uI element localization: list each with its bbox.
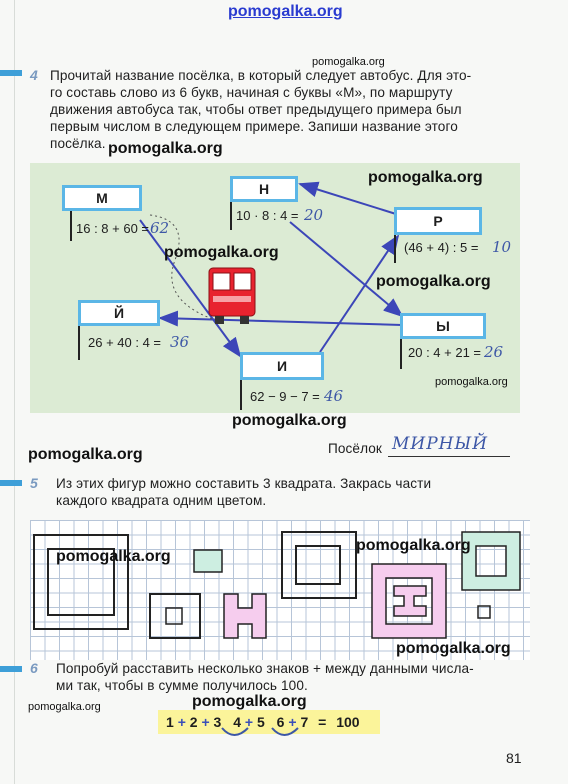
task6-text-line: ми так, чтобы в сумме получилось 100. (56, 678, 308, 693)
task4-text-line: движения автобуса так, чтобы ответ предыдущего примера был (50, 102, 462, 117)
watermark: pomogalka.org (435, 376, 508, 388)
sum-term: 1 (166, 714, 174, 730)
watermark: pomogalka.org (192, 693, 307, 710)
sign-expression: 16 : 8 + 60 = (76, 221, 150, 236)
task-number-4: 4 (30, 67, 38, 83)
sum-result: 100 (336, 714, 360, 730)
sum-term: 5 (256, 714, 265, 730)
sign-letter: И (240, 352, 324, 380)
sign-letter: Й (78, 300, 160, 326)
sum-term: 7 (300, 714, 309, 730)
sign-letter: М (62, 185, 142, 211)
sign-answer: 62 (150, 219, 170, 237)
watermark: pomogalka.org (164, 244, 279, 261)
watermark: pomogalka.org (312, 56, 385, 68)
sign-expression: (46 + 4) : 5 = (404, 240, 479, 255)
answer-value: МИРНЫЙ (392, 434, 489, 454)
answer-label: Посёлок (328, 441, 382, 456)
task6-text-line: Попробуй расставить несколько знаков + между данными числа- (56, 661, 474, 676)
task5-text-line: Из этих фигур можно составить 3 квадрата. Закрась части (56, 476, 432, 491)
watermark: pomogalka.org (28, 701, 101, 713)
sign-answer: 10 (492, 238, 512, 256)
watermark: pomogalka.org (396, 640, 511, 657)
task4-text-line: посёлка. (50, 136, 106, 151)
sum-term: 4 (233, 714, 242, 730)
watermark: pomogalka.org (376, 273, 491, 290)
page-number: 81 (506, 750, 522, 766)
sign-letter: Р (394, 207, 482, 235)
watermark: pomogalka.org (108, 140, 223, 157)
sum-term: 3 (213, 714, 222, 730)
watermark-top[interactable]: pomogalka.org (228, 3, 343, 20)
watermark: pomogalka.org (56, 548, 171, 565)
sign-expression: 26 + 40 : 4 = (88, 335, 162, 350)
sum-equals: = (318, 714, 327, 730)
sign-letter: Н (230, 176, 298, 202)
task-number-6: 6 (30, 660, 38, 676)
watermark: pomogalka.org (28, 446, 143, 463)
sign-answer: 20 (304, 206, 324, 224)
watermark: pomogalka.org (356, 537, 471, 554)
sign-answer: 46 (324, 387, 344, 405)
sum-term: 6 (276, 714, 285, 730)
task-number-5: 5 (30, 475, 38, 491)
sign-answer: 26 (484, 343, 504, 361)
sum-plus: + (201, 714, 210, 730)
watermark: pomogalka.org (368, 169, 483, 186)
task4-text-line: го составь слово из 6 букв, начиная с буквы «М», по маршруту (50, 85, 453, 100)
sum-plus: + (177, 714, 186, 730)
sign-answer: 36 (170, 333, 190, 351)
sign-expression: 62 − 9 − 7 = (250, 389, 320, 404)
sum-plus: + (244, 714, 254, 730)
sum-term: 2 (189, 714, 198, 730)
task4-text-line: первым числом в следующем примере. Запиши название этого (50, 119, 458, 134)
sign-letter: Ы (400, 313, 486, 339)
arc-34 (222, 728, 248, 735)
task4-text-line: Прочитай название посёлка, в который следует автобус. Для это- (50, 68, 472, 83)
watermark: pomogalka.org (232, 412, 347, 429)
arc-56 (272, 728, 298, 735)
task5-text-line: каждого квадрата одним цветом. (56, 493, 267, 508)
sign-expression: 20 : 4 + 21 = (408, 345, 482, 360)
sign-expression: 10 · 8 : 4 = (236, 208, 299, 223)
sum-plus: + (288, 714, 297, 730)
